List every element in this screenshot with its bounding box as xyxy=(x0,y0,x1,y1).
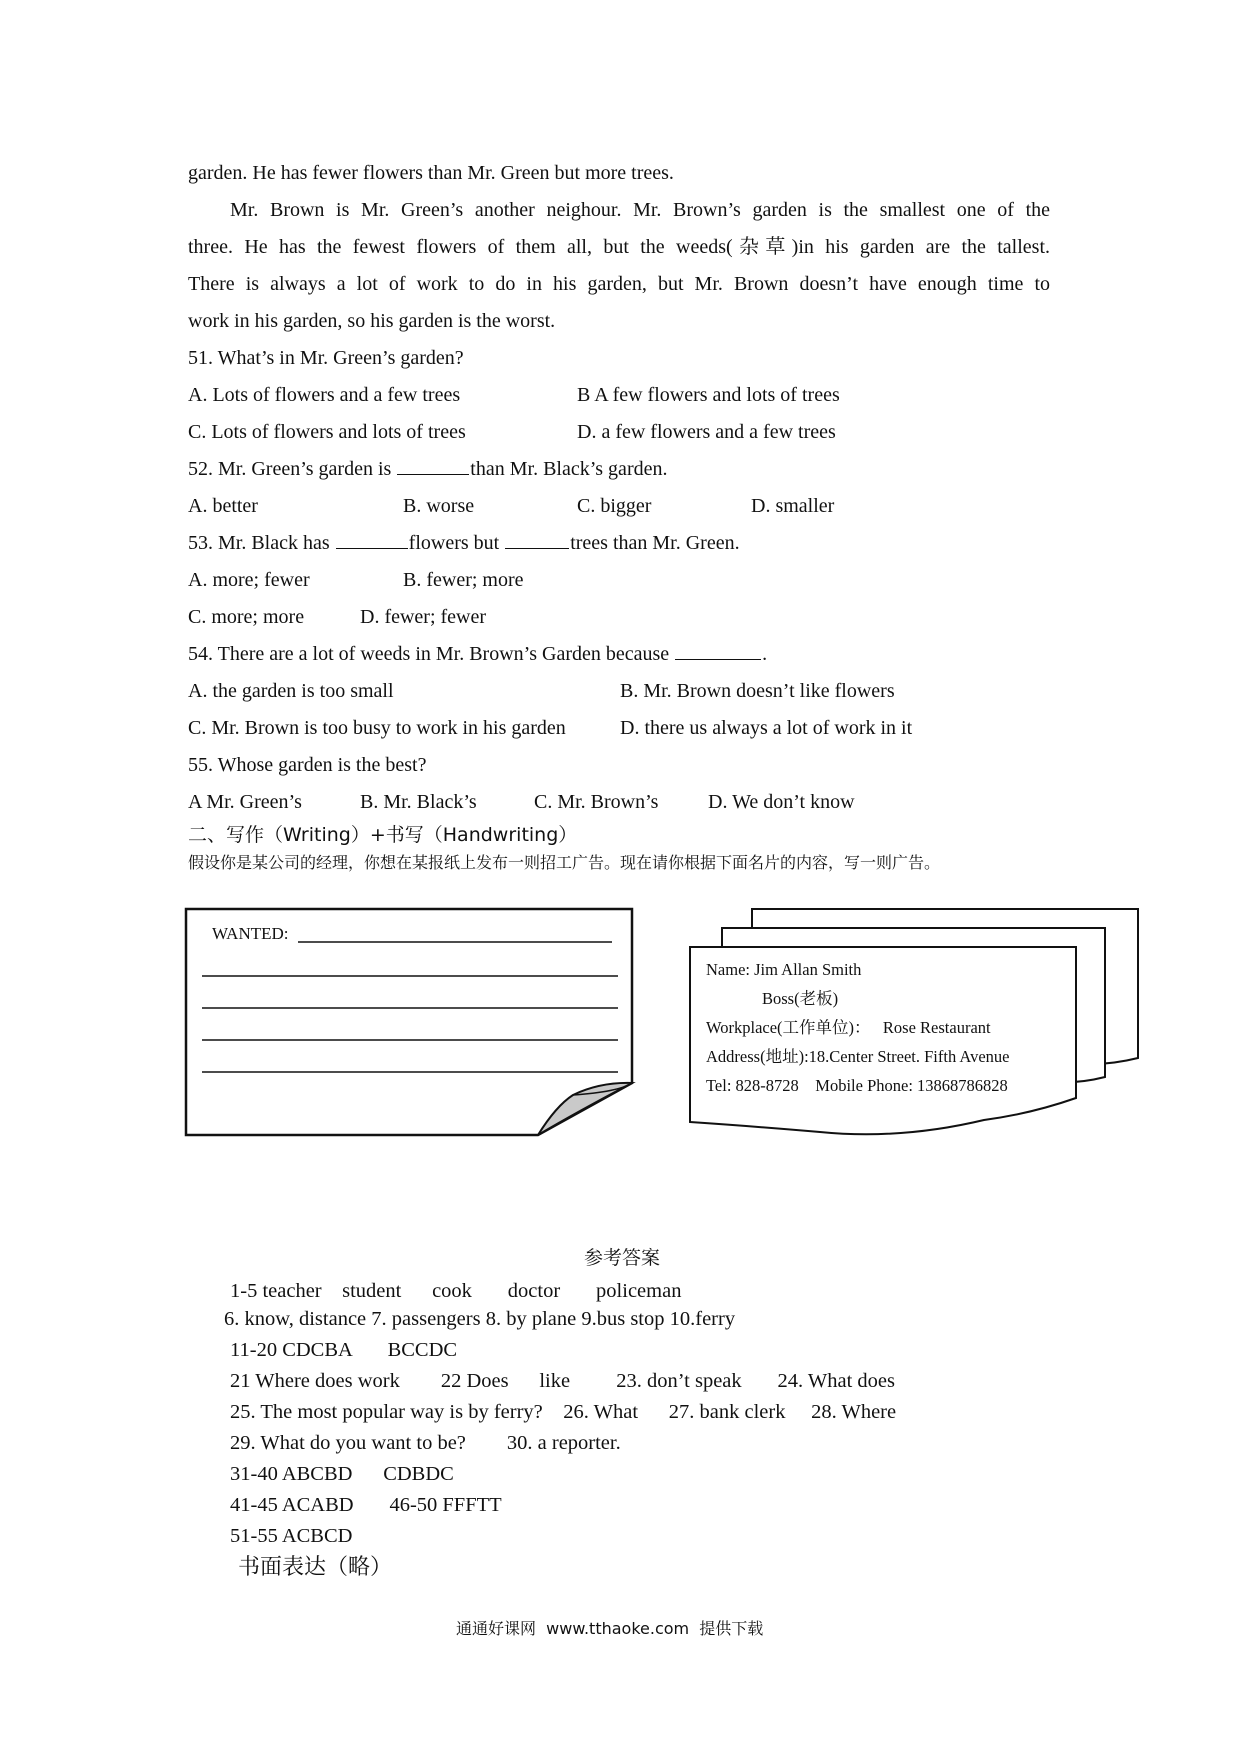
q52-option-a: A. better xyxy=(188,495,258,517)
writing-instruction: 假设你是某公司的经理，你想在某报纸上发布一则招工广告。现在请你根据下面名片的内容，写一则广告。 xyxy=(188,853,941,872)
q51-option-b: B A few flowers and lots of trees xyxy=(577,384,840,406)
page-footer: 通通好课网 www.tthaoke.com 提供下载 xyxy=(456,1619,764,1638)
q55-option-b: B. Mr. Black’s xyxy=(360,791,477,813)
q55-option-a: A Mr. Green’s xyxy=(188,791,302,813)
card-name: Name: Jim Allan Smith xyxy=(706,960,862,979)
answer-line: 41-45 ACABD 46-50 FFFTT xyxy=(230,1494,502,1516)
answer-line: 25. The most popular way is by ferry? 26. What 27. bank clerk 28. Where xyxy=(230,1401,897,1423)
q55-option-c: C. Mr. Brown’s xyxy=(534,791,659,813)
q55-option-d: D. We don’t know xyxy=(708,791,855,813)
card-title: Boss(老板) xyxy=(762,989,839,1008)
passage-line: There is always a lot of work to do in his garden, but Mr. Brown doesn’t have enough time to xyxy=(188,273,1050,295)
q52-option-c: C. bigger xyxy=(577,495,652,517)
answer-line: 31-40 ABCBD CDBDC xyxy=(230,1463,454,1485)
card-address: Address(地址):18.Center Street. Fifth Avenue xyxy=(706,1047,1010,1066)
q53-option-c: C. more; more xyxy=(188,606,305,628)
q51-option-a: A. Lots of flowers and a few trees xyxy=(188,384,461,406)
q51-option-d: D. a few flowers and a few trees xyxy=(577,421,836,443)
answer-line: 书面表达（略） xyxy=(238,1555,393,1580)
answers-title: 参考答案 xyxy=(584,1247,661,1269)
q54-option-b: B. Mr. Brown doesn’t like flowers xyxy=(620,680,895,702)
q53-option-a: A. more; fewer xyxy=(188,569,310,591)
q54-option-d: D. there us always a lot of work in it xyxy=(620,717,913,739)
q52-option-b: B. worse xyxy=(403,495,475,517)
q52-option-d: D. smaller xyxy=(751,495,835,517)
passage-line: Mr. Brown is Mr. Green’s another neighour. Mr. Brown’s garden is the smallest one of the xyxy=(230,199,1050,221)
writing-heading: 二、写作（Writing）+书写（Handwriting） xyxy=(188,824,578,846)
q51-option-c: C. Lots of flowers and lots of trees xyxy=(188,421,466,443)
q54-option-c: C. Mr. Brown is too busy to work in his garden xyxy=(188,717,566,739)
stem-text: than Mr. Black’s garden. xyxy=(470,458,668,480)
passage-line: garden. He has fewer flowers than Mr. Green but more trees. xyxy=(188,162,674,184)
stem-text: 53. Mr. Black has xyxy=(188,532,335,554)
answer-line: 11-20 CDCBA BCCDC xyxy=(230,1339,458,1361)
q53-option-d: D. fewer; fewer xyxy=(360,606,487,628)
card-workplace: Workplace(工作单位)： Rose Restaurant xyxy=(706,1018,991,1037)
stem-text: 52. Mr. Green’s garden is xyxy=(188,458,397,480)
answer-line: 29. What do you want to be? 30. a reporter. xyxy=(230,1432,621,1454)
stem-text: . xyxy=(762,643,768,665)
answer-line: 6. know, distance 7. passengers 8. by plane 9.bus stop 10.ferry xyxy=(224,1308,736,1330)
stem-text: flowers but xyxy=(408,532,505,554)
passage-line: three. He has the fewest flowers of them all, but the weeds(杂草)in his garden are the tallest. xyxy=(188,236,1050,258)
card-phones: Tel: 828-8728 Mobile Phone: 13868786828 xyxy=(706,1076,1008,1095)
stem-text: 54. There are a lot of weeds in Mr. Brown’s Garden because xyxy=(188,643,675,665)
question-55-stem: 55. Whose garden is the best? xyxy=(188,754,427,776)
q54-option-a: A. the garden is too small xyxy=(188,680,394,702)
answer-line: 51-55 ACBCD xyxy=(230,1525,353,1547)
question-51-stem: 51. What’s in Mr. Green’s garden? xyxy=(188,347,464,369)
wanted-label: WANTED: xyxy=(212,924,289,943)
answer-line: 21 Where does work 22 Does like 23. don’t speak 24. What does xyxy=(230,1370,896,1392)
answer-line: 1-5 teacher student cook doctor policeman xyxy=(230,1280,682,1302)
stem-text: trees than Mr. Green. xyxy=(570,532,740,554)
q53-option-b: B. fewer; more xyxy=(403,569,524,591)
passage-line: work in his garden, so his garden is the worst. xyxy=(188,310,556,332)
